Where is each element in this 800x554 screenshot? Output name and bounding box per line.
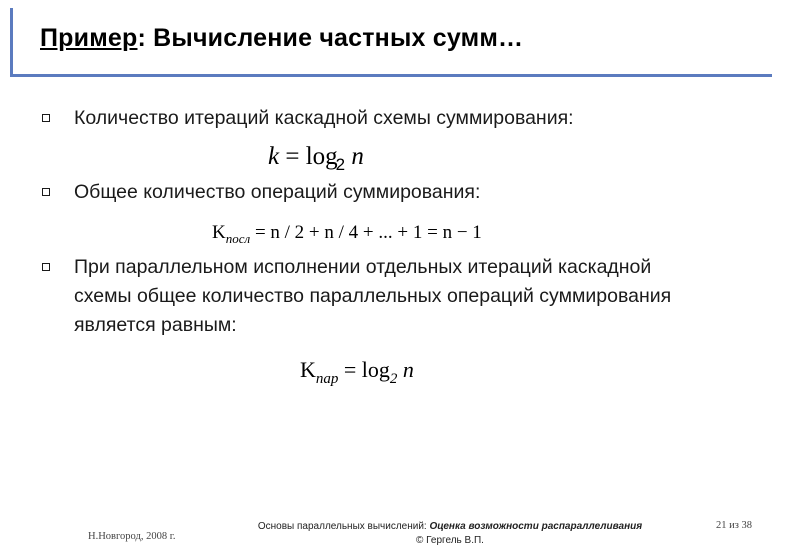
bullet-text: Количество итераций каскадной схемы суммирования: bbox=[74, 107, 574, 129]
bullet-text: При параллельном исполнении отдельных итераций каскадной схемы общее количество параллельных операций суммирования является равным: bbox=[74, 256, 672, 336]
footer-course: Основы параллельных вычислений: Оценка возможности распараллеливания © Гергель В.П. bbox=[250, 520, 650, 548]
formula-sequential-ops: $K_{посл} = n / 2 + n / 4$ + ... + 1 = n − 1 bbox=[212, 222, 482, 246]
slide-frame-left bbox=[10, 8, 13, 74]
footer-author: © Гергель В.П. bbox=[416, 535, 484, 546]
slide-title bbox=[40, 24, 523, 53]
footer-location: Н.Новгород, 2008 г. bbox=[88, 531, 176, 542]
checkbox-bullet-icon bbox=[42, 263, 50, 271]
formula-iterations: $k = \log_2 n$ bbox=[268, 143, 364, 174]
formula-parallel-ops: $K_{пар} = \log_2 n$ bbox=[300, 357, 414, 387]
title-rest: : Вычисление частных сумм… bbox=[137, 24, 524, 52]
slide-title-underline bbox=[10, 74, 772, 77]
page-number: 21 из 38 bbox=[716, 520, 753, 531]
checkbox-bullet-icon bbox=[42, 114, 50, 122]
title-underlined: Пример bbox=[40, 24, 138, 52]
checkbox-bullet-icon bbox=[42, 188, 50, 196]
bullet-text: Общее количество операций суммирования: bbox=[74, 181, 481, 203]
